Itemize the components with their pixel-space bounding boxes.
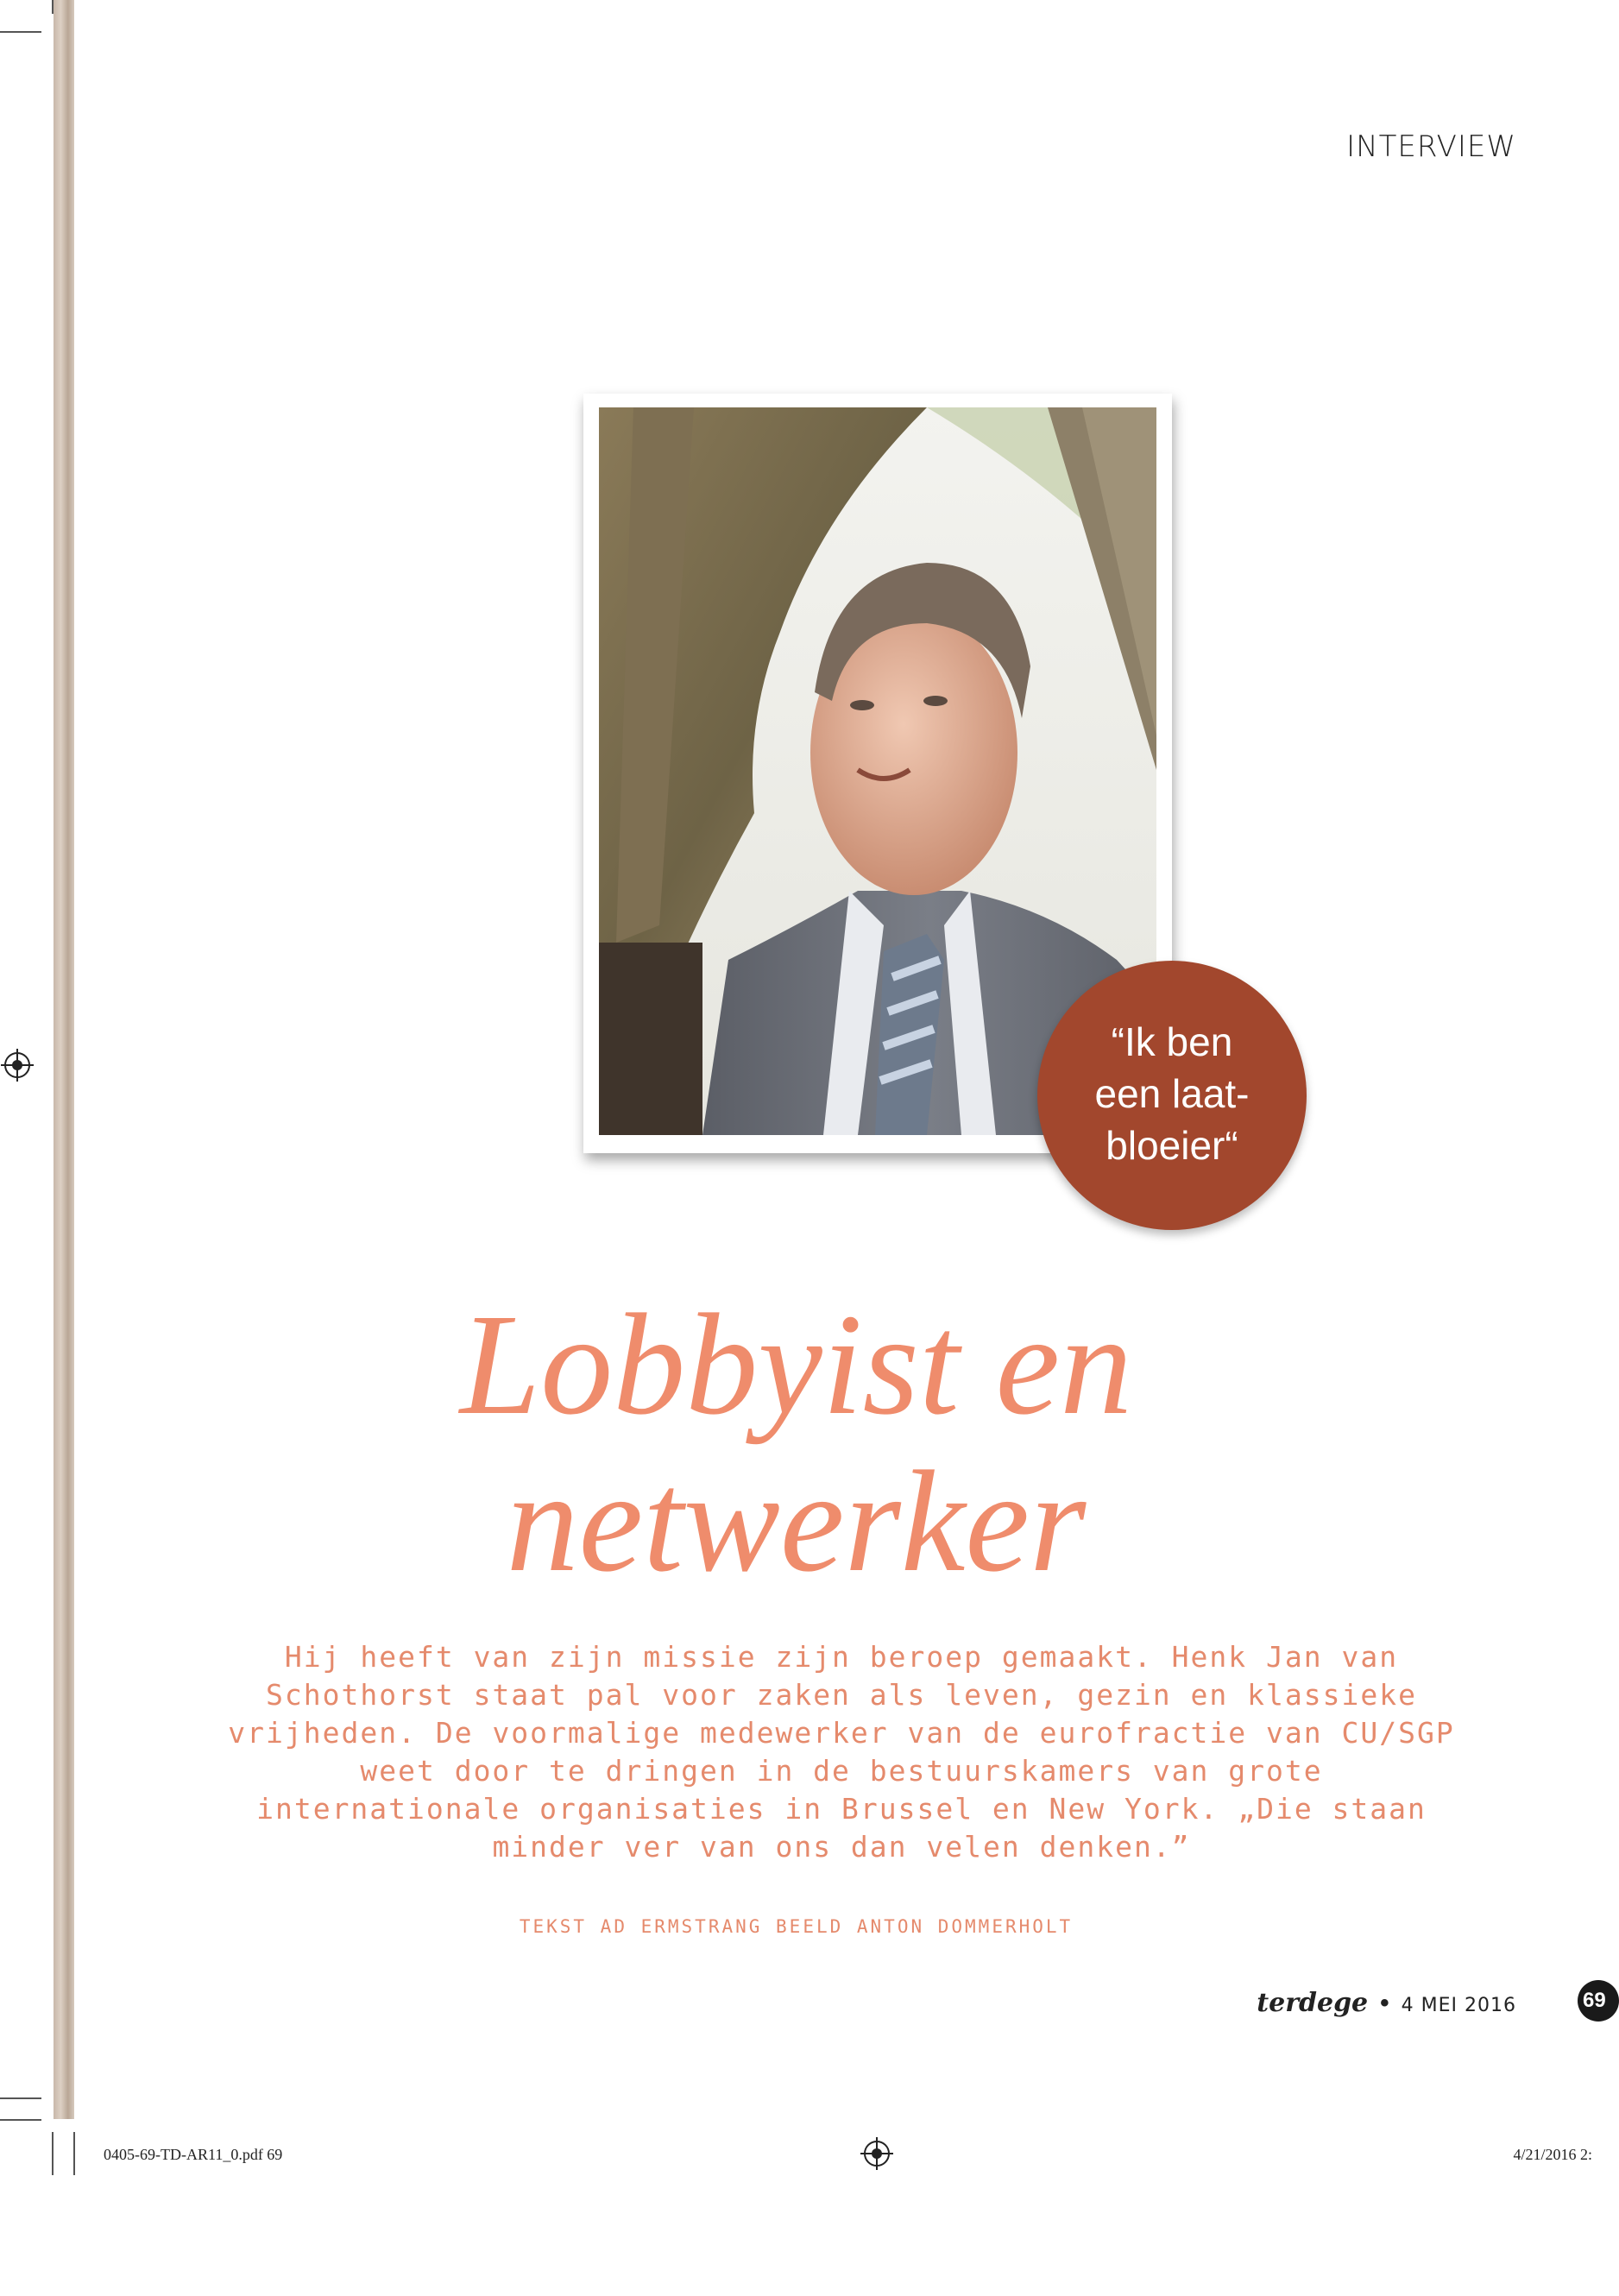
crop-mark [73, 2132, 75, 2175]
pull-quote-text: “Ik ben een laat-bloeier“ [1094, 1019, 1250, 1168]
print-slug-file: 0405-69-TD-AR11_0.pdf 69 [104, 2146, 283, 2163]
registration-mark-bottom [864, 2141, 890, 2167]
pull-quote-bubble [1037, 961, 1307, 1230]
issue-date: 4 MEI 2016 [1401, 1995, 1516, 2016]
crop-mark [52, 0, 54, 14]
headline-line-2: netwerker [506, 1441, 1087, 1602]
magazine-brand: terdege [1257, 1988, 1369, 2018]
headline [0, 1286, 1592, 1600]
page-number: 69 [1578, 1980, 1619, 2022]
lead-paragraph: Hij heeft van zijn missie zijn beroep gemaakt. Henk Jan van Schothorst staat pal voor zaken als leven, gezin en klassieke vrijheden. De voormalige medewerker van de eurofractie van CU/SGP weet door te dringen in de bestuurskamers van grote internationale organisaties in Brussel en New York. „Die staan minder ver van ons dan velen denken.” [228, 1640, 1455, 1864]
headline-line-1: Lobbyist en [459, 1284, 1133, 1445]
crop-mark [0, 2119, 41, 2121]
section-label: INTERVIEW [1346, 129, 1516, 164]
crop-mark [0, 31, 41, 33]
footer-separator: • [1380, 1989, 1389, 2017]
crop-mark [52, 2132, 54, 2175]
binding-spine [54, 0, 74, 2119]
page-footer [1257, 1988, 1516, 2018]
crop-mark [0, 2097, 41, 2099]
registration-mark-left [4, 1052, 30, 1078]
credits: TEKST AD ERMSTRANG BEELD ANTON DOMMERHOLT [519, 1916, 1074, 1937]
print-slug-timestamp: 4/21/2016 2: [1513, 2146, 1592, 2163]
